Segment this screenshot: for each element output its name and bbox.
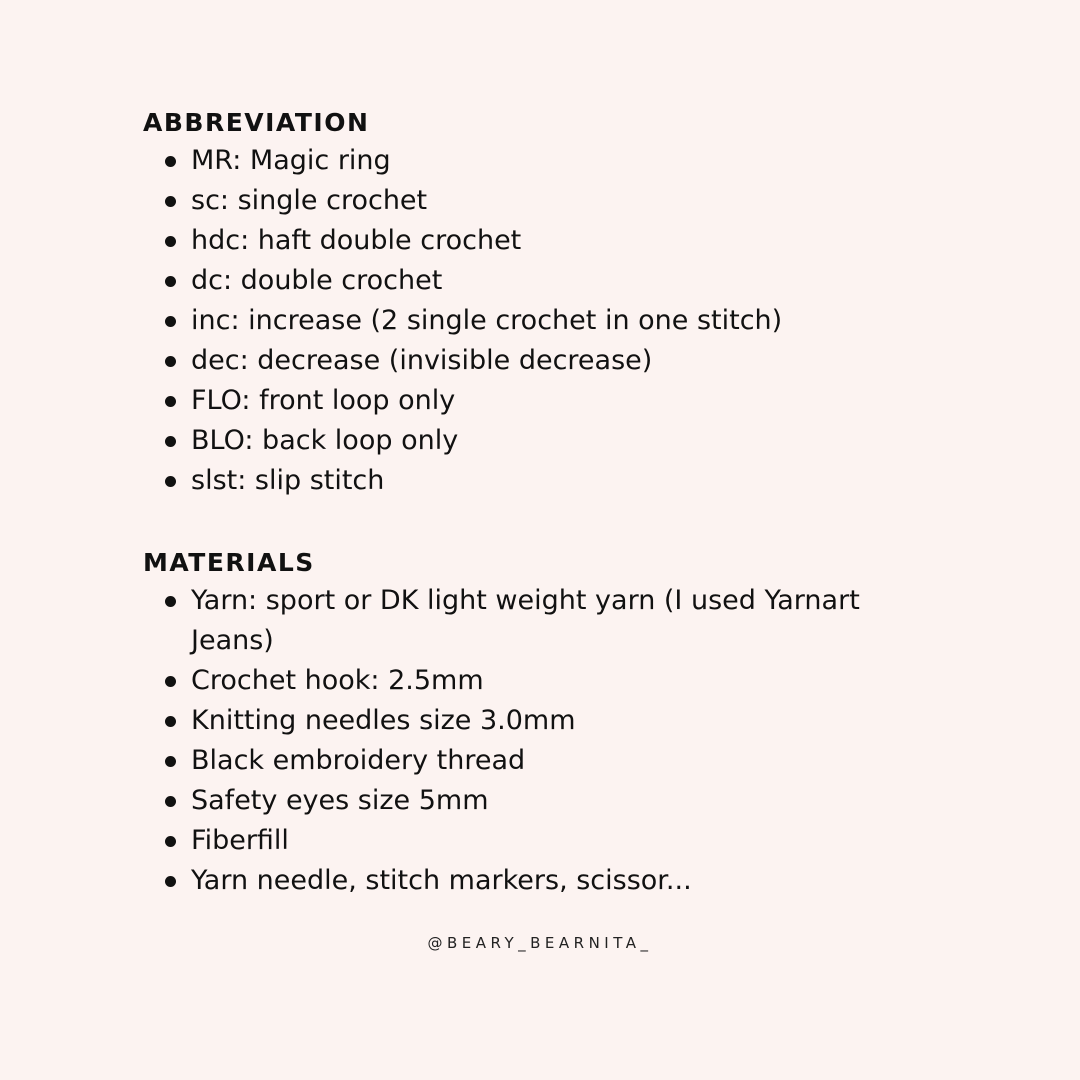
list-item-text: sc: single crochet — [191, 185, 428, 216]
list-item — [143, 221, 943, 261]
bullet-icon — [165, 196, 176, 207]
list-item-text: Black embroidery thread — [191, 745, 526, 776]
bullet-icon — [165, 276, 176, 287]
list-item — [143, 781, 943, 821]
bullet-icon — [165, 436, 176, 447]
bullet-icon — [165, 396, 176, 407]
list-item — [143, 181, 943, 221]
list-item — [143, 261, 943, 301]
materials-heading: MATERIALS — [143, 548, 315, 577]
list-item-text: BLO: back loop only — [191, 425, 459, 456]
bullet-icon — [165, 716, 176, 727]
list-item-text: hdc: haft double crochet — [191, 225, 522, 256]
list-item — [143, 421, 943, 461]
list-item — [143, 861, 943, 901]
bullet-icon — [165, 316, 176, 327]
bullet-icon — [165, 836, 176, 847]
list-item-text: inc: increase (2 single crochet in one stitch) — [191, 305, 783, 336]
list-item — [143, 741, 943, 781]
bullet-icon — [165, 596, 176, 607]
materials-section — [143, 545, 943, 901]
list-item-text: Safety eyes size 5mm — [191, 785, 489, 816]
list-item — [143, 821, 943, 861]
list-item — [143, 701, 943, 741]
list-item-text: slst: slip stitch — [191, 465, 385, 496]
list-item-text: dec: decrease (invisible decrease) — [191, 345, 653, 376]
bullet-icon — [165, 236, 176, 247]
list-item-text: Yarn needle, stitch markers, scissor... — [191, 865, 692, 896]
list-item — [143, 381, 943, 421]
author-handle: @BEARY_BEARNITA_ — [427, 934, 653, 952]
list-item — [143, 581, 943, 661]
list-item-text: Yarn: sport or DK light weight yarn (I used Yarnart Jeans) — [191, 585, 860, 656]
bullet-icon — [165, 356, 176, 367]
materials-list — [143, 581, 943, 901]
abbreviation-heading: ABBREVIATION — [143, 108, 370, 137]
list-item-text: Crochet hook: 2.5mm — [191, 665, 484, 696]
bullet-icon — [165, 796, 176, 807]
list-item — [143, 301, 943, 341]
list-item — [143, 661, 943, 701]
bullet-icon — [165, 476, 176, 487]
list-item-text: FLO: front loop only — [191, 385, 456, 416]
bullet-icon — [165, 876, 176, 887]
list-item-text: dc: double crochet — [191, 265, 443, 296]
list-item — [143, 461, 943, 501]
abbreviation-section — [143, 105, 943, 501]
list-item-text: Knitting needles size 3.0mm — [191, 705, 576, 736]
bullet-icon — [165, 156, 176, 167]
bullet-icon — [165, 756, 176, 767]
abbreviation-list — [143, 141, 943, 501]
list-item-text: Fiberfill — [191, 825, 289, 856]
list-item — [143, 141, 943, 181]
list-item — [143, 341, 943, 381]
list-item-text: MR: Magic ring — [191, 145, 391, 176]
bullet-icon — [165, 676, 176, 687]
